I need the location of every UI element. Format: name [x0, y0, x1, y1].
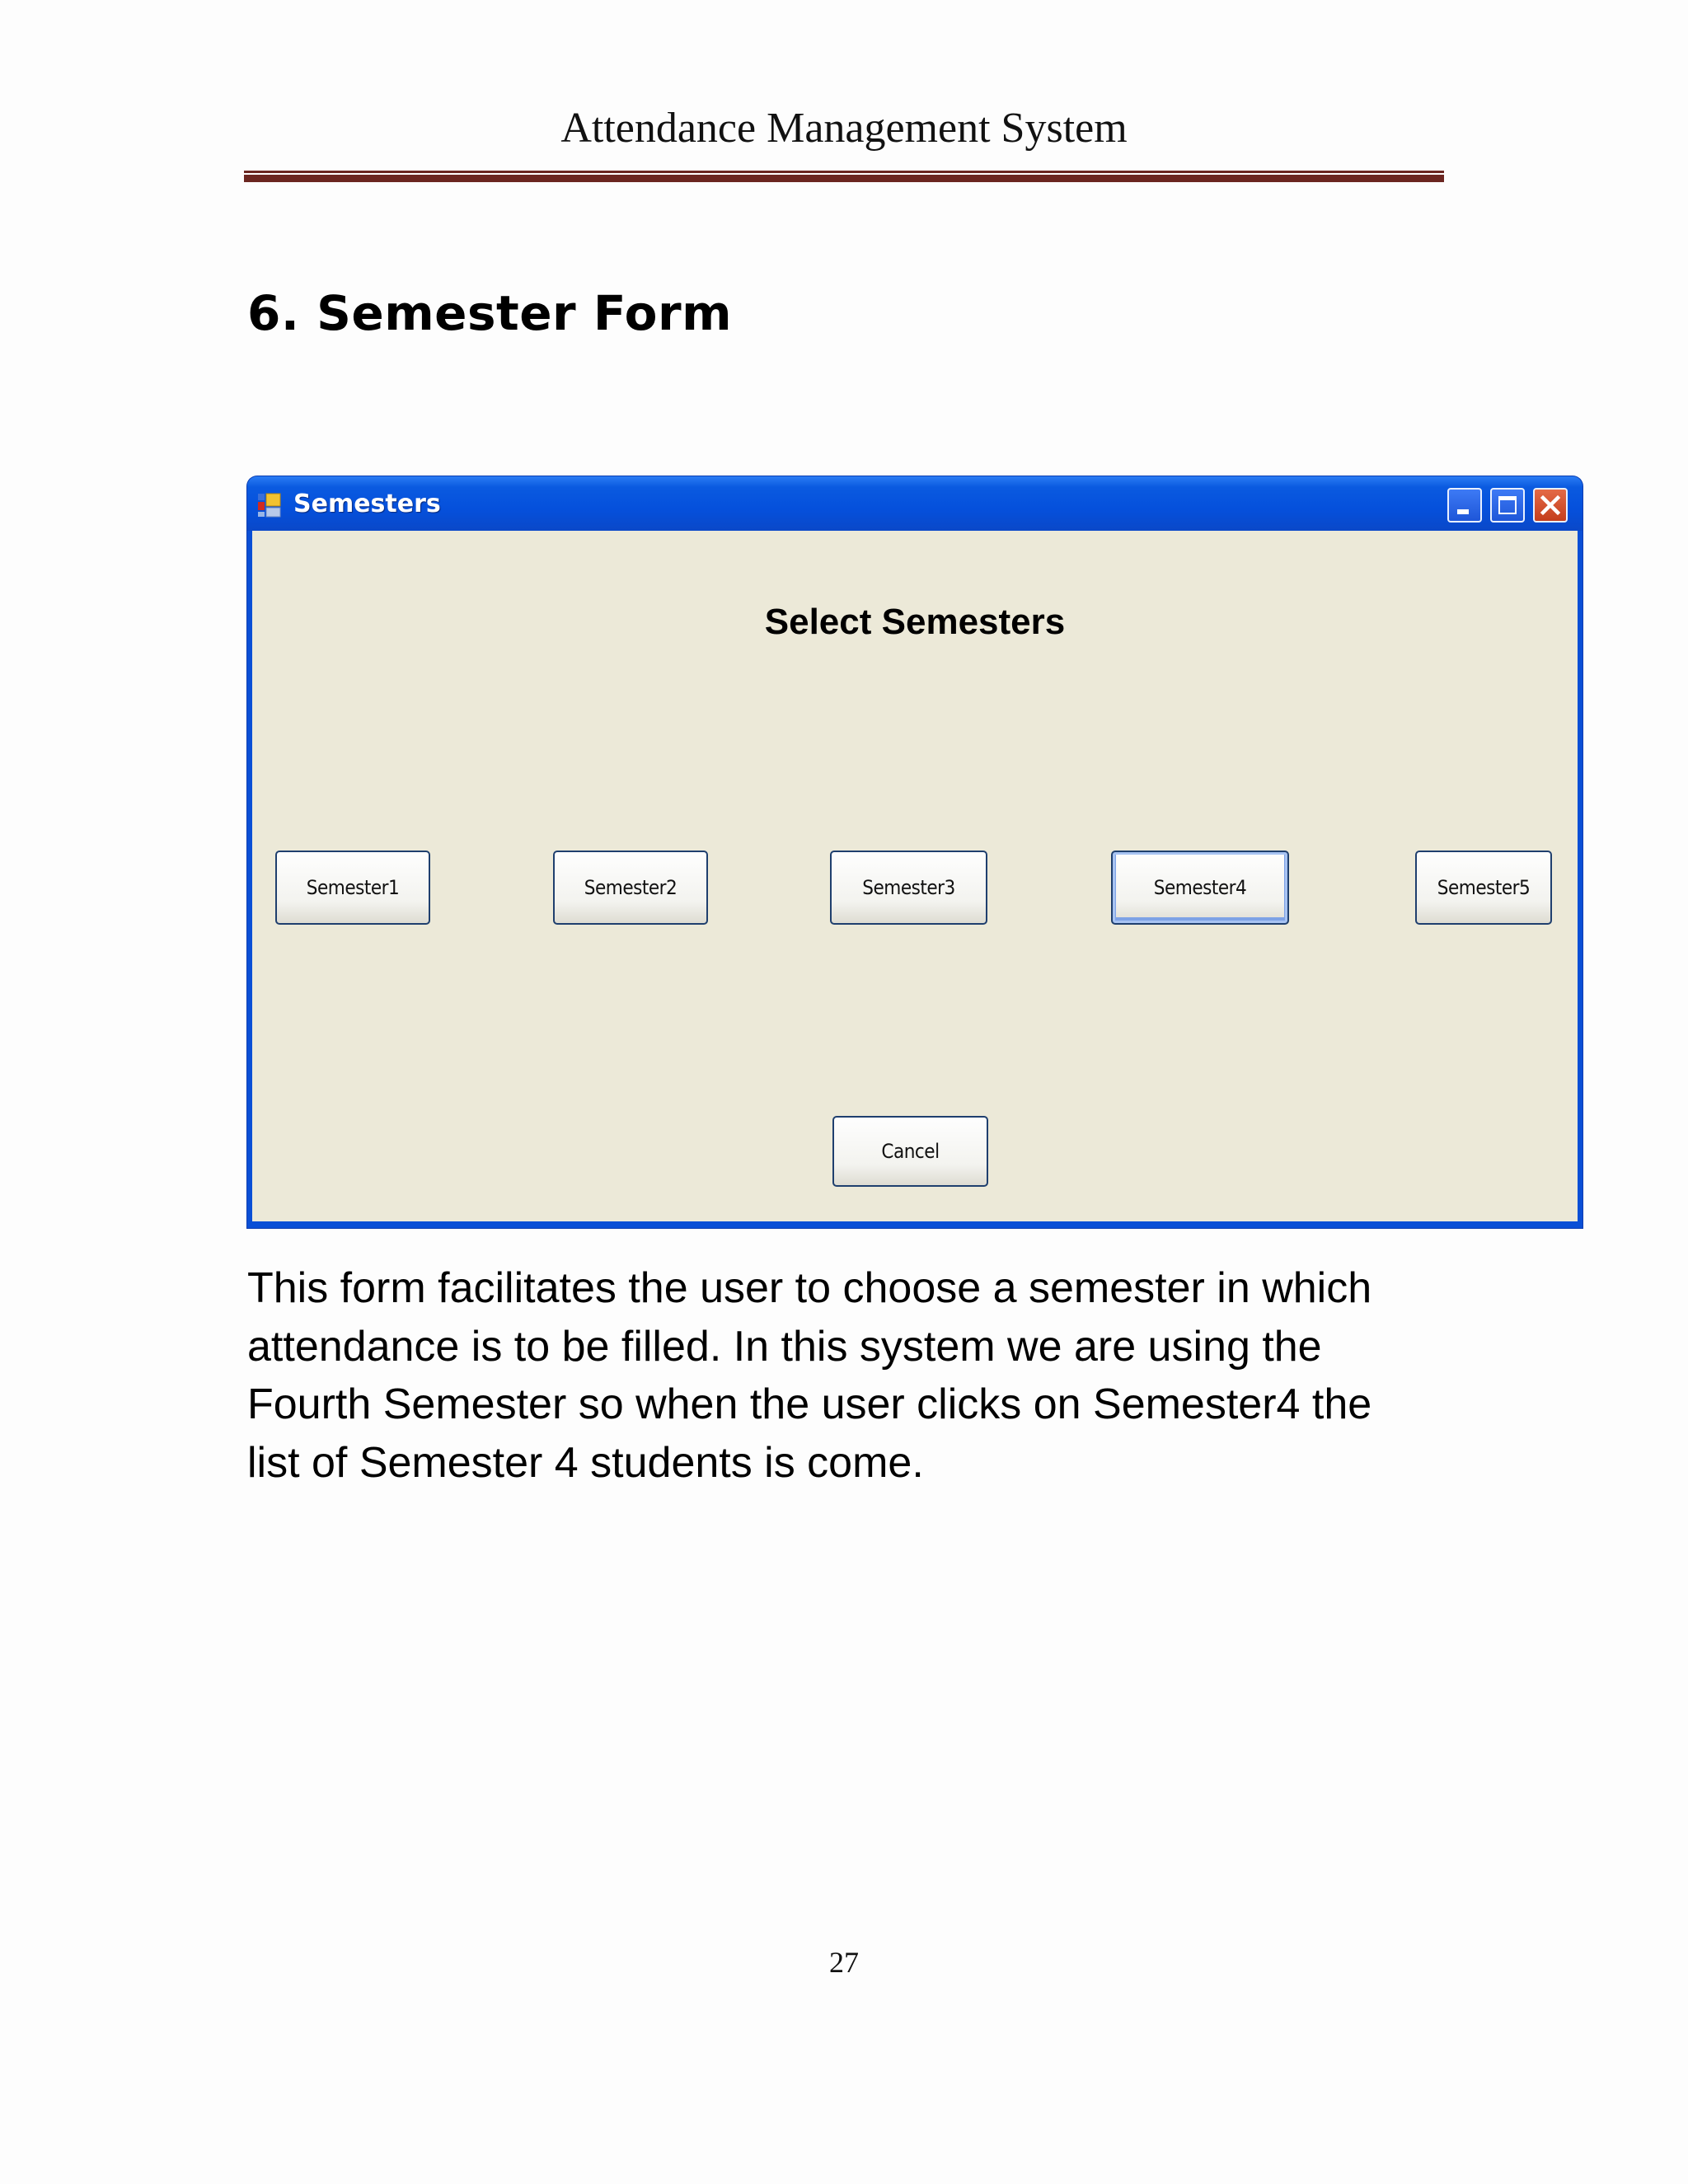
app-icon	[257, 493, 282, 518]
semester4-button[interactable]: Semester4	[1111, 851, 1289, 925]
description-paragraph	[247, 1259, 1467, 1492]
close-icon	[1535, 490, 1566, 521]
header-rule-thin	[244, 171, 1444, 173]
description-line: attendance is to be filled. In this system we are using the	[247, 1322, 1322, 1371]
minimize-icon	[1457, 509, 1469, 514]
semester5-button[interactable]: Semester5	[1415, 851, 1552, 925]
page-number: 27	[829, 1946, 859, 1979]
maximize-icon	[1498, 496, 1517, 514]
maximize-button[interactable]	[1490, 488, 1525, 523]
page-header: Attendance Management System	[560, 105, 1128, 152]
section-title: 6. Semester Form	[247, 285, 732, 341]
description-line: This form facilitates the user to choose a semester in which	[247, 1264, 1372, 1312]
cancel-button[interactable]: Cancel	[832, 1116, 988, 1187]
semester3-button[interactable]: Semester3	[830, 851, 987, 925]
form-heading: Select Semesters	[764, 602, 1066, 642]
header-rule-thick	[244, 175, 1444, 182]
window-title: Semesters	[293, 490, 441, 518]
description-line: list of Semester 4 students is come.	[247, 1438, 924, 1487]
semesters-window	[247, 476, 1582, 1228]
semester1-button[interactable]: Semester1	[275, 851, 430, 925]
semester2-button[interactable]: Semester2	[553, 851, 708, 925]
close-button[interactable]	[1533, 488, 1568, 523]
window-client-area	[252, 531, 1578, 1221]
description-line: Fourth Semester so when the user clicks on Semester4 the	[247, 1380, 1372, 1428]
window-titlebar[interactable]	[247, 476, 1582, 531]
minimize-button[interactable]	[1447, 488, 1482, 523]
